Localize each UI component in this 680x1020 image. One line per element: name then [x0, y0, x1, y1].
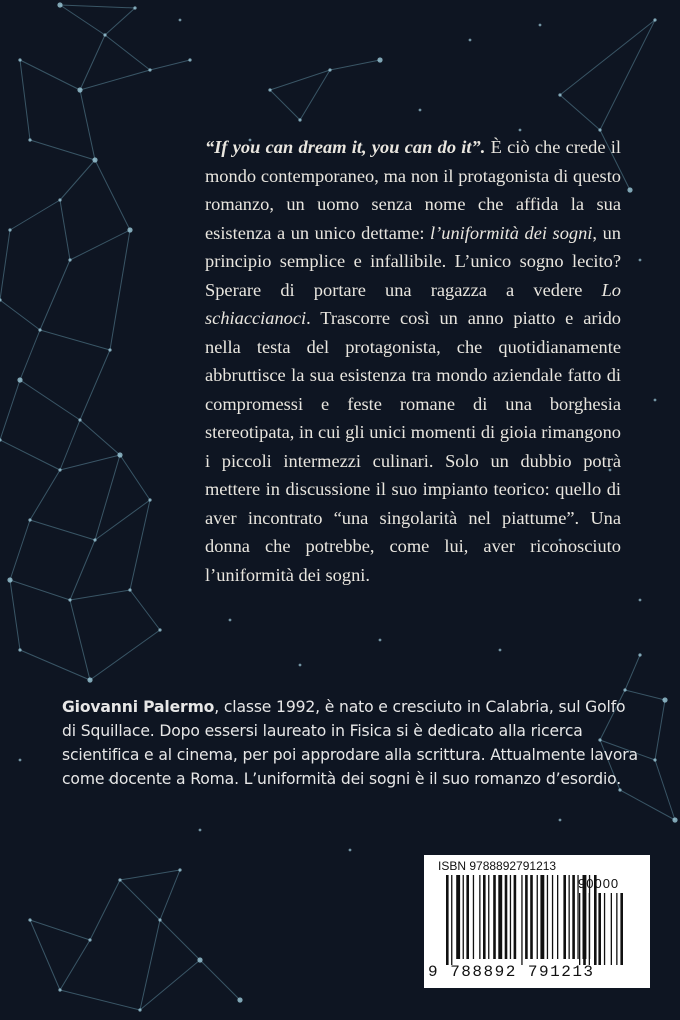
- network-node: [58, 198, 61, 201]
- network-line: [105, 35, 150, 70]
- barcode-bar: [483, 875, 486, 959]
- network-line: [80, 35, 105, 90]
- barcode-bar: [510, 875, 511, 959]
- star-dot: [179, 19, 182, 22]
- star-dot: [379, 639, 382, 642]
- network-node: [88, 938, 91, 941]
- addon-bar: [583, 893, 586, 965]
- blurb-ballet-title: Lo schiaccianoci: [205, 279, 621, 328]
- star-dot: [539, 24, 542, 27]
- network-line: [10, 580, 20, 650]
- network-line: [70, 230, 130, 260]
- barcode-bar: [563, 875, 566, 959]
- addon-bar: [604, 893, 605, 965]
- network-node: [188, 58, 191, 61]
- network-line: [30, 920, 90, 940]
- network-node: [138, 1008, 141, 1011]
- star-dot: [499, 649, 502, 652]
- network-node: [133, 6, 136, 9]
- ean-digits: 9 788892 791213: [428, 963, 595, 981]
- addon-bar: [579, 893, 580, 965]
- network-node: [28, 518, 31, 521]
- barcode-bar: [537, 875, 538, 959]
- star-dot: [229, 619, 232, 622]
- network-line: [30, 520, 95, 540]
- blurb-rule-title: l’uniformità dei sogni: [430, 222, 593, 243]
- blurb-text-1: È ciò che crede il mondo contemporaneo, ma non il protagonista di questo romanzo, un uomo senza nome che affida la sua esistenza a un unico dettame:: [205, 137, 621, 243]
- barcode-bar: [463, 875, 464, 959]
- network-line: [120, 455, 150, 500]
- network-node: [328, 68, 331, 71]
- network-line: [270, 70, 330, 90]
- network-line: [70, 590, 130, 600]
- barcode-bar: [557, 875, 558, 959]
- barcode-bar: [540, 875, 544, 959]
- barcode-bar: [547, 875, 548, 959]
- network-node: [237, 997, 242, 1002]
- network-line: [10, 520, 30, 580]
- network-line: [200, 960, 240, 1000]
- network-line: [80, 90, 95, 160]
- network-line: [80, 350, 110, 420]
- network-line: [80, 420, 120, 455]
- back-cover-blurb: [205, 133, 621, 589]
- network-node: [68, 598, 71, 601]
- network-line: [95, 500, 150, 540]
- network-line: [40, 330, 110, 350]
- network-line: [0, 380, 20, 440]
- network-line: [70, 540, 95, 600]
- network-line: [60, 200, 70, 260]
- network-line: [0, 300, 40, 330]
- barcode-bar: [552, 875, 553, 959]
- network-line: [160, 870, 180, 920]
- star-dot: [559, 819, 562, 822]
- network-line: [60, 5, 105, 35]
- network-node: [377, 57, 382, 62]
- addon-bar: [616, 893, 617, 965]
- network-line: [10, 200, 60, 230]
- network-node: [58, 988, 61, 991]
- barcode-bar: [466, 875, 469, 959]
- network-line: [10, 580, 70, 600]
- network-node: [197, 957, 202, 962]
- network-line: [95, 455, 120, 540]
- star-dot: [19, 759, 22, 762]
- network-node: [298, 118, 301, 121]
- network-node: [92, 157, 97, 162]
- network-line: [600, 20, 655, 130]
- network-node: [623, 688, 626, 691]
- barcode-bar: [521, 875, 522, 965]
- star-dot: [299, 664, 302, 667]
- network-node: [627, 187, 632, 192]
- network-line: [330, 60, 380, 70]
- star-dot: [639, 599, 642, 602]
- barcode-bar: [446, 875, 449, 965]
- network-line: [30, 140, 95, 160]
- network-node: [7, 577, 12, 582]
- star-dot: [654, 399, 657, 402]
- network-node: [58, 468, 61, 471]
- barcode-bar: [569, 875, 570, 959]
- network-node: [18, 648, 21, 651]
- barcode-bar: [498, 875, 502, 959]
- network-line: [110, 230, 130, 350]
- network-node: [148, 498, 151, 501]
- barcode-bar: [525, 875, 528, 959]
- network-line: [140, 920, 160, 1010]
- network-node: [268, 88, 271, 91]
- network-node: [662, 697, 667, 702]
- network-node: [638, 653, 641, 656]
- network-node: [672, 817, 677, 822]
- network-line: [60, 940, 90, 990]
- isbn-label: ISBN 9788892791213: [438, 859, 557, 873]
- network-node: [77, 87, 82, 92]
- price-code: 90000: [578, 876, 620, 891]
- network-line: [655, 700, 665, 760]
- network-line: [625, 655, 640, 690]
- network-line: [20, 60, 30, 140]
- star-dot: [419, 109, 422, 112]
- network-line: [20, 60, 80, 90]
- barcode-bar: [505, 875, 508, 959]
- network-line: [560, 95, 600, 130]
- barcode-bar: [473, 875, 474, 959]
- network-line: [80, 70, 150, 90]
- network-line: [560, 20, 655, 95]
- network-node: [28, 138, 31, 141]
- network-node: [653, 758, 656, 761]
- network-line: [60, 990, 140, 1010]
- network-node: [68, 258, 71, 261]
- network-node: [128, 588, 131, 591]
- network-line: [120, 880, 160, 920]
- network-line: [60, 160, 95, 200]
- barcode-bar: [488, 875, 489, 959]
- network-line: [20, 380, 80, 420]
- addon-bar: [620, 893, 623, 965]
- network-line: [30, 470, 60, 520]
- blurb-quote: “If you can dream it, you can do it”.: [205, 137, 486, 157]
- network-node: [653, 18, 656, 21]
- network-line: [0, 230, 10, 300]
- author-name: Giovanni Palermo: [62, 698, 215, 716]
- network-line: [95, 160, 130, 230]
- addon-bar: [589, 893, 590, 965]
- network-line: [60, 455, 120, 470]
- blurb-paragraph: [205, 133, 621, 589]
- network-line: [120, 870, 180, 880]
- network-line: [150, 60, 190, 70]
- network-node: [78, 418, 81, 421]
- network-node: [158, 918, 161, 921]
- barcode-bar: [514, 875, 517, 959]
- star-dot: [349, 849, 352, 852]
- addon-bar: [611, 893, 612, 965]
- network-node: [38, 328, 41, 331]
- network-node: [118, 878, 121, 881]
- network-node: [8, 228, 11, 231]
- network-node: [93, 538, 96, 541]
- network-node: [598, 128, 601, 131]
- addon-bar: [594, 893, 595, 965]
- network-line: [130, 590, 160, 630]
- star-dot: [519, 129, 522, 132]
- star-dot: [639, 259, 642, 262]
- network-node: [117, 452, 122, 457]
- network-node: [558, 93, 561, 96]
- network-line: [105, 8, 135, 35]
- network-line: [300, 70, 330, 120]
- network-line: [90, 630, 160, 680]
- network-line: [0, 440, 60, 470]
- network-line: [70, 600, 90, 680]
- network-node: [28, 918, 31, 921]
- star-dot: [199, 829, 202, 832]
- addon-bar: [598, 893, 601, 965]
- network-node: [148, 68, 151, 71]
- network-line: [20, 650, 90, 680]
- network-node: [18, 58, 21, 61]
- network-node: [17, 377, 22, 382]
- barcode-bar: [493, 875, 496, 959]
- barcode-bar: [456, 875, 460, 959]
- network-line: [160, 920, 200, 960]
- blurb-text-3: . Trascorre così un anno piatto e arido nella testa del protagonista, che quotidianamente abbruttisce la sua esistenza tra mondo aziendale fatto di compromessi e feste romane di una borghesia stereotipata, in cui gli unici momenti di gioia rimangono i piccoli intermezzi culinari. Solo un dubbio potrà mettere in discussione il suo impianto teorico: quello di aver incontrato “una singolarità nel piattume”. Una donna che potrebbe, come lui, aver riconosciuto l’uniformità dei sogni.: [205, 308, 621, 585]
- barcode-bar: [530, 875, 533, 959]
- network-line: [60, 5, 135, 8]
- barcode-bar: [451, 875, 452, 965]
- network-line: [20, 330, 40, 380]
- network-line: [90, 880, 120, 940]
- star-dot: [469, 39, 472, 42]
- barcode-box: [424, 855, 650, 988]
- author-bio: [62, 695, 640, 791]
- network-line: [60, 420, 80, 470]
- bio-text: , classe 1992, è nato e cresciuto in Calabria, sul Golfo di Squillace. Dopo essersi laureato in Fisica si è dedicato alla ricerca scientifica e al cinema, per poi approdare alla scrittura. Attualmente lavora come docente a Roma. L’uniformità dei sogni è il suo romanzo d’esordio.: [62, 698, 638, 788]
- network-node: [108, 348, 111, 351]
- network-line: [270, 90, 300, 120]
- network-line: [30, 920, 60, 990]
- bio-paragraph: [62, 695, 640, 791]
- network-node: [103, 33, 106, 36]
- blurb-text-2: , un principio semplice e infallibile. L’unico sogno lecito? Sperare di portare una ragazza a vedere: [205, 222, 621, 300]
- network-node: [158, 628, 161, 631]
- network-line: [130, 500, 150, 590]
- network-line: [40, 260, 70, 330]
- barcode-bar: [479, 875, 480, 959]
- barcode-bar: [572, 875, 575, 959]
- network-node: [178, 868, 181, 871]
- network-node: [87, 677, 92, 682]
- network-node: [127, 227, 132, 232]
- network-node: [57, 2, 62, 7]
